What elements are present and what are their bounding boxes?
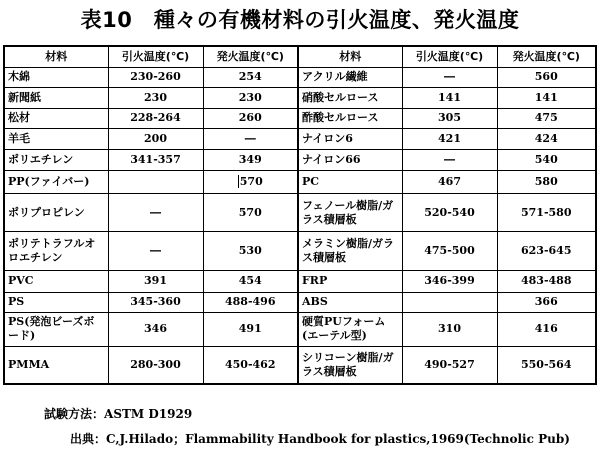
material-cell: ポリエチレン: [4, 149, 108, 170]
flash-point-cell: 228-264: [108, 108, 203, 128]
table-header-row: [4, 46, 596, 68]
flash-point-cell: 230: [108, 87, 203, 108]
material-cell: PS(発泡ビーズボード): [4, 312, 108, 346]
ignition-temperature-table: [3, 45, 597, 385]
ignition-point-cell: 488-496: [203, 292, 298, 312]
test-method-value: ASTM D1929: [104, 407, 193, 421]
ignition-point-cell: 483-488: [497, 270, 596, 292]
flash-point-cell: 346: [108, 312, 203, 346]
flash-point-cell: 421: [402, 128, 497, 149]
table-row: [4, 149, 596, 170]
flash-point-cell: 280-300: [108, 346, 203, 384]
text-cursor: 570: [239, 175, 263, 189]
flash-point-cell: 141: [402, 87, 497, 108]
ignition-point-cell: 454: [203, 270, 298, 292]
table-row: [4, 312, 596, 346]
flash-point-cell: ―: [108, 194, 203, 232]
test-method: [44, 405, 192, 422]
material-cell: ABS: [298, 292, 402, 312]
ignition-point-cell: ―: [203, 128, 298, 149]
flash-point-cell: ―: [108, 231, 203, 270]
header-flash-point: 引火温度(℃): [108, 46, 203, 68]
table-row: [4, 194, 596, 232]
ignition-point-cell: 571-580: [497, 194, 596, 232]
table-row: [4, 108, 596, 128]
material-cell: 羊毛: [4, 128, 108, 149]
flash-point-cell: 391: [108, 270, 203, 292]
ignition-point-cell: 475: [497, 108, 596, 128]
material-cell: 硝酸セルロース: [298, 87, 402, 108]
header-flash-point: 引火温度(℃): [402, 46, 497, 68]
header-material: 材料: [298, 46, 402, 68]
ignition-point-cell: 580: [497, 170, 596, 193]
ignition-point-cell: 416: [497, 312, 596, 346]
table-row: [4, 87, 596, 108]
material-cell: アクリル繊維: [298, 68, 402, 88]
material-cell: 酢酸セルロース: [298, 108, 402, 128]
page-title: 表10 種々の有機材料の引火温度、発火温度: [80, 8, 520, 32]
table-row: [4, 292, 596, 312]
material-cell: PP(ファイバー): [4, 170, 108, 193]
source-citation: [70, 430, 570, 447]
material-cell: 新聞紙: [4, 87, 108, 108]
material-cell: ナイロン6: [298, 128, 402, 149]
ignition-point-cell: 141: [497, 87, 596, 108]
material-cell: フェノール樹脂/ガラス積層板: [298, 194, 402, 232]
test-method-label: 試験方法：: [44, 407, 105, 421]
source-label: 出典：: [70, 432, 107, 446]
flash-point-cell: 467: [402, 170, 497, 193]
flash-point-cell: 490-527: [402, 346, 497, 384]
ignition-point-cell: 623-645: [497, 231, 596, 270]
flash-point-cell: 341-357: [108, 149, 203, 170]
material-cell: メラミン樹脂/ガラス積層板: [298, 231, 402, 270]
flash-point-cell: ―: [402, 149, 497, 170]
material-cell: PC: [298, 170, 402, 193]
material-cell: 硬質PUフォーム(エーテル型): [298, 312, 402, 346]
material-cell: ポリテトラフルオロエチレン: [4, 231, 108, 270]
ignition-point-cell: 491: [203, 312, 298, 346]
ignition-point-cell: 450-462: [203, 346, 298, 384]
flash-point-cell: 230-260: [108, 68, 203, 88]
table-row: [4, 346, 596, 384]
material-cell: PMMA: [4, 346, 108, 384]
flash-point-cell: ―: [402, 68, 497, 88]
source-value: C,J.Hilado；Flammability Handbook for plastics,1969(Technolic Pub): [106, 432, 570, 446]
material-cell: シリコーン樹脂/ガラス積層板: [298, 346, 402, 384]
flash-point-cell: 305: [402, 108, 497, 128]
ignition-point-cell: 254: [203, 68, 298, 88]
flash-point-cell: [402, 292, 497, 312]
table-row: [4, 170, 596, 193]
table-row: [4, 68, 596, 88]
flash-point-cell: 346-399: [402, 270, 497, 292]
table-row: [4, 128, 596, 149]
ignition-point-cell: 570: [203, 194, 298, 232]
material-cell: 松材: [4, 108, 108, 128]
flash-point-cell: 345-360: [108, 292, 203, 312]
ignition-point-cell: 366: [497, 292, 596, 312]
flash-point-cell: 310: [402, 312, 497, 346]
ignition-point-cell: 550-564: [497, 346, 596, 384]
material-cell: PS: [4, 292, 108, 312]
table-row: [4, 231, 596, 270]
table-row: [4, 270, 596, 292]
flash-point-cell: 520-540: [402, 194, 497, 232]
ignition-point-cell: 424: [497, 128, 596, 149]
material-cell: FRP: [298, 270, 402, 292]
ignition-point-cell: 560: [497, 68, 596, 88]
flash-point-cell: 475-500: [402, 231, 497, 270]
ignition-point-cell: 230: [203, 87, 298, 108]
header-ignition-point: 発火温度(℃): [203, 46, 298, 68]
material-cell: ポリプロピレン: [4, 194, 108, 232]
flash-point-cell: [108, 170, 203, 193]
flash-point-cell: 200: [108, 128, 203, 149]
material-cell: 木綿: [4, 68, 108, 88]
header-material: 材料: [4, 46, 108, 68]
header-ignition-point: 発火温度(℃): [497, 46, 596, 68]
ignition-point-cell: 530: [203, 231, 298, 270]
ignition-point-cell: [203, 170, 298, 193]
material-cell: ナイロン66: [298, 149, 402, 170]
ignition-point-cell: 260: [203, 108, 298, 128]
material-cell: PVC: [4, 270, 108, 292]
ignition-point-cell: 349: [203, 149, 298, 170]
ignition-point-cell: 540: [497, 149, 596, 170]
